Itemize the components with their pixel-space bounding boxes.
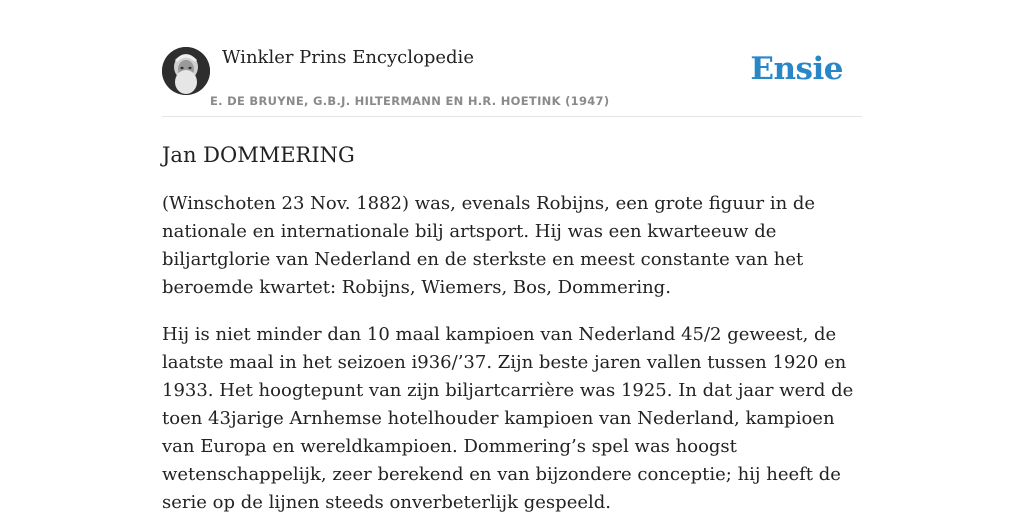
article-title: Jan DOMMERING [162,143,355,167]
article [162,140,862,512]
authors-byline: E. DE BRUYNE, G.B.J. HILTERMANN EN H.R. HOETINK (1947) [210,94,610,108]
ensie-logo-link[interactable]: Ensie [750,51,843,87]
site-header [162,44,862,117]
article-paragraph-1: (Winschoten 23 Nov. 1882) was, evenals Robijns, een grote figuur in de nationale en internationale bilj artsport. Hij was een kwarteeuw de biljartglorie van Nederland en de sterkste en meest constante van het beroemde kwartet: Robijns, Wiemers, Bos, Dommering. [162,193,816,298]
portrait-icon [162,47,210,95]
site-title-link[interactable]: Winkler Prins Encyclopedie [222,47,474,68]
article-paragraph-2: Hij is niet minder dan 10 maal kampioen van Nederland 45/2 geweest, de laatste maal in het seizoen i936/’37. Zijn beste jaren vallen tussen 1920 en 1933. Het hoogtepunt van zijn biljartcarrière was 1925. In dat jaar werd de toen 43jarige Arnhemse hotelhouder kampioen van Nederland, kampioen van Europa en wereldkampioen. Dommering’s spel was hoogst wetenschappelijk, zeer berekend en van bijzondere conceptie; hij heeft de serie op de lijnen steeds onverbeterlijk gespeeld. [162,324,854,512]
